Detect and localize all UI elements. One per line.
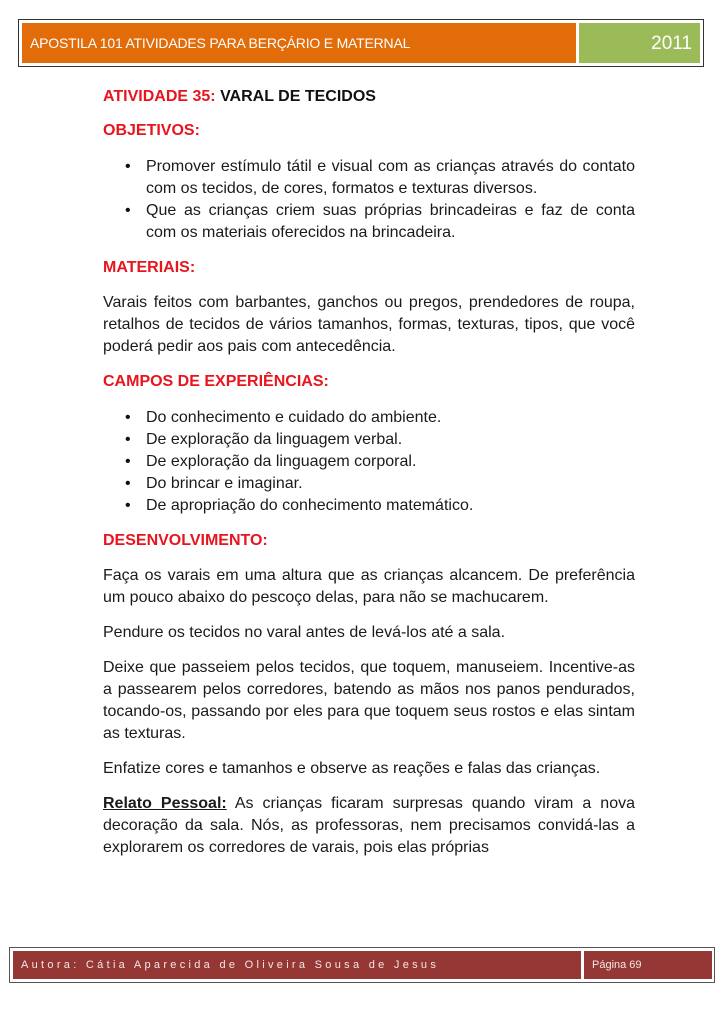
development-paragraph: Enfatize cores e tamanhos e observe as reações e falas das crianças. bbox=[103, 760, 601, 777]
activity-title bbox=[103, 86, 635, 108]
page-header bbox=[18, 19, 704, 67]
personal-report bbox=[103, 793, 635, 859]
materials-heading: MATERIAIS: bbox=[103, 259, 196, 276]
objectives-heading: OBJETIVOS: bbox=[103, 122, 200, 139]
header-year: 2011 bbox=[579, 23, 700, 63]
fields-list bbox=[103, 407, 635, 517]
report-label: Relato Pessoal: bbox=[103, 795, 227, 812]
page-footer bbox=[9, 947, 715, 983]
footer-author: Autora: Cátia Aparecida de Oliveira Sousa de Jesus bbox=[13, 951, 581, 979]
field-item: • Do conhecimento e cuidado do ambiente. bbox=[103, 407, 635, 429]
development-paragraph: Faça os varais em uma altura que as crianças alcancem. De preferência um pouco abaixo do pescoço delas, para não se machucarem. bbox=[103, 567, 635, 606]
field-item: • De exploração da linguagem corporal. bbox=[103, 451, 635, 473]
field-item: • De apropriação do conhecimento matemático. bbox=[103, 495, 635, 517]
objectives-list bbox=[103, 156, 635, 244]
activity-label: ATIVIDADE 35: bbox=[103, 88, 216, 105]
footer-page-number: Página 69 bbox=[584, 951, 712, 979]
page-content bbox=[103, 82, 635, 859]
materials-text: Varais feitos com barbantes, ganchos ou pregos, prendedores de roupa, retalhos de tecidos de vários tamanhos, formas, texturas, tipos, que você poderá pedir aos pais com antecedência. bbox=[103, 294, 635, 355]
objective-item: • Que as crianças criem suas próprias brincadeiras e faz de conta com os materiais oferecidos na brincadeira. bbox=[103, 200, 635, 244]
field-item: • De exploração da linguagem verbal. bbox=[103, 429, 635, 451]
field-item: • Do brincar e imaginar. bbox=[103, 473, 635, 495]
development-heading: DESENVOLVIMENTO: bbox=[103, 532, 268, 549]
objective-item: • Promover estímulo tátil e visual com as crianças através do contato com os tecidos, de cores, formatos e texturas diversos. bbox=[103, 156, 635, 200]
activity-name: VARAL DE TECIDOS bbox=[220, 88, 376, 105]
development-paragraph: Pendure os tecidos no varal antes de levá-los até a sala. bbox=[103, 624, 506, 641]
development-paragraph: Deixe que passeiem pelos tecidos, que toquem, manuseiem. Incentive-as a passearem pelos corredores, batendo as mãos nos panos pendurados, tocando-os, passando por eles para que toquem seus rostos e elas sintam as texturas. bbox=[103, 659, 635, 742]
report-text: As crianças ficaram surpresas quando viram a nova decoração da sala. Nós, as professoras, nem precisamos convidá-las a explorarem os corredores de varais, pois elas próprias bbox=[103, 795, 636, 856]
fields-heading: CAMPOS DE EXPERIÊNCIAS: bbox=[103, 373, 329, 390]
header-title: APOSTILA 101 ATIVIDADES PARA BERÇÁRIO E MATERNAL bbox=[22, 23, 576, 63]
